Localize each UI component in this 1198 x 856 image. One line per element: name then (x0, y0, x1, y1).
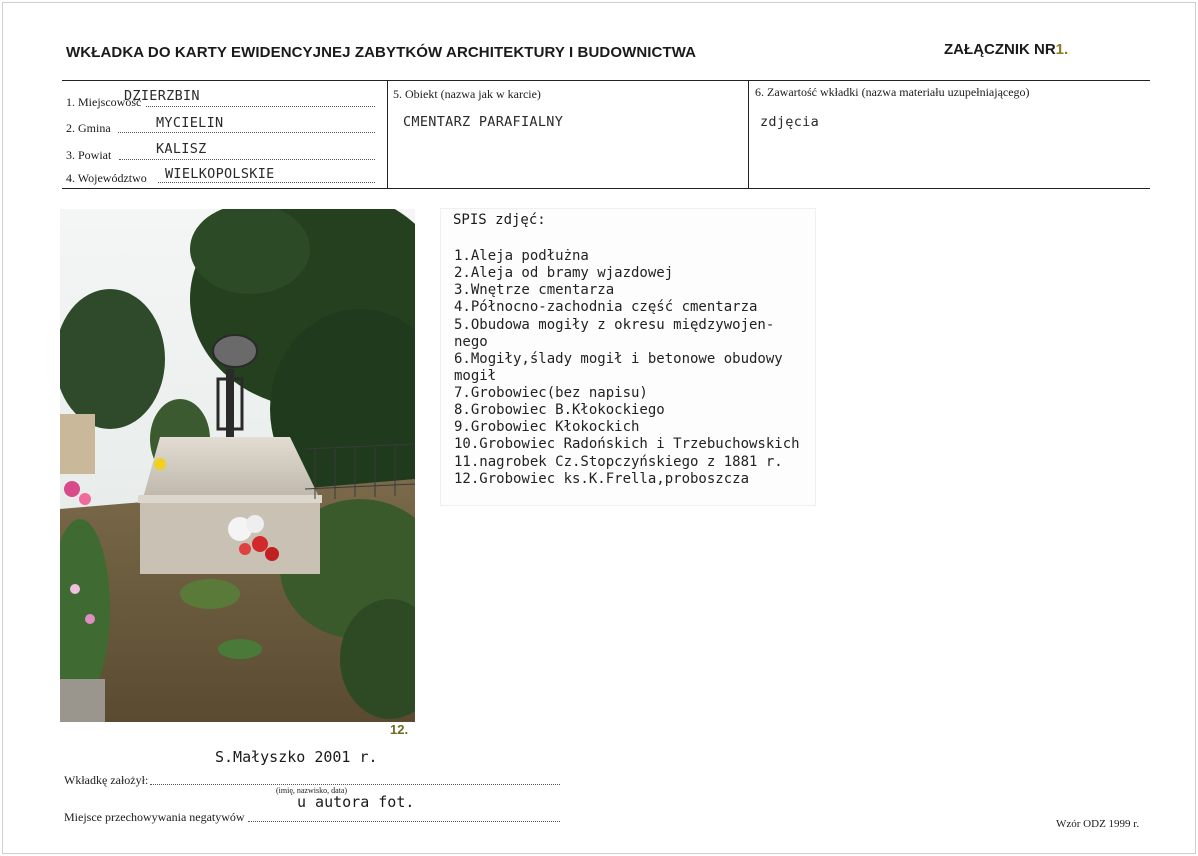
cemetery-photo (60, 209, 415, 722)
annex-label (944, 41, 1068, 58)
zawartosc-value: zdjęcia (760, 114, 819, 130)
annex-number: 1. (1055, 41, 1069, 58)
created-by-dots (150, 784, 560, 785)
template-reference: Wzór ODZ 1999 r. (1056, 818, 1140, 830)
powiat-value: KALISZ (156, 141, 207, 157)
wojewodztwo-value: WIELKOPOLSKIE (165, 166, 275, 182)
miejscowosc-label: 1. Miejscowość (66, 95, 142, 109)
list-item: 2.Aleja od bramy wjazdowej (454, 265, 674, 281)
annex-label-text: ZAŁĄCZNIK NR (944, 41, 1056, 58)
table-divider-1 (387, 80, 388, 189)
gmina-label: 2. Gmina (66, 121, 111, 135)
negatives-value: u autora fot. (297, 793, 415, 811)
table-bottom-rule (62, 188, 1150, 189)
wojewodztwo-dots (158, 182, 375, 183)
list-item: 1.Aleja podłużna (454, 248, 589, 264)
created-by-hint: (imię, nazwisko, data) (276, 786, 348, 795)
list-item: 4.Północno-zachodnia część cmentarza (454, 299, 758, 315)
list-item: 7.Grobowiec(bez napisu) (454, 385, 648, 401)
obiekt-value: CMENTARZ PARAFIALNY (403, 114, 564, 130)
list-item: 12.Grobowiec ks.K.Frella,proboszcza (454, 471, 750, 487)
list-item: mogił (454, 368, 497, 384)
gmina-dots (118, 132, 375, 133)
list-item: 8.Grobowiec B.Kłokockiego (454, 402, 665, 418)
miejscowosc-value: DZIERZBIN (124, 88, 200, 104)
table-top-rule (62, 80, 1150, 81)
powiat-label: 3. Powiat (66, 148, 112, 162)
form-title: WKŁADKA DO KARTY EWIDENCYJNEJ ZABYTKÓW ARCHITEKTURY I BUDOWNICTWA (66, 44, 697, 61)
list-item: nego (454, 334, 488, 350)
photo-number: 12. (390, 722, 409, 737)
obiekt-label: 5. Obiekt (nazwa jak w karcie) (393, 87, 541, 101)
list-item: 6.Mogiły,ślady mogił i betonowe obudowy (454, 351, 783, 367)
list-item: 11.nagrobek Cz.Stopczyńskiego z 1881 r. (454, 454, 783, 470)
powiat-dots (119, 159, 375, 160)
negatives-label: Miejsce przechowywania negatywów (64, 810, 245, 824)
negatives-dots (248, 821, 560, 822)
list-item: 5.Obudowa mogiły z okresu międzywojen- (454, 317, 775, 333)
miejscowosc-dots (146, 106, 375, 107)
photo-list-heading: SPIS zdjęć: (453, 212, 546, 228)
list-item: 3.Wnętrze cmentarza (454, 282, 615, 298)
list-item: 10.Grobowiec Radońskich i Trzebuchowskich (454, 436, 800, 452)
wojewodztwo-label: 4. Województwo (66, 171, 147, 185)
gmina-value: MYCIELIN (156, 115, 224, 131)
table-divider-2 (748, 80, 749, 189)
zawartosc-label: 6. Zawartość wkładki (nazwa materiału uzupełniającego) (755, 85, 1030, 99)
created-by-label: Wkładkę założył: (64, 773, 149, 787)
list-item: 9.Grobowiec Kłokockich (454, 419, 640, 435)
author-typed: S.Małyszko 2001 r. (215, 748, 378, 766)
